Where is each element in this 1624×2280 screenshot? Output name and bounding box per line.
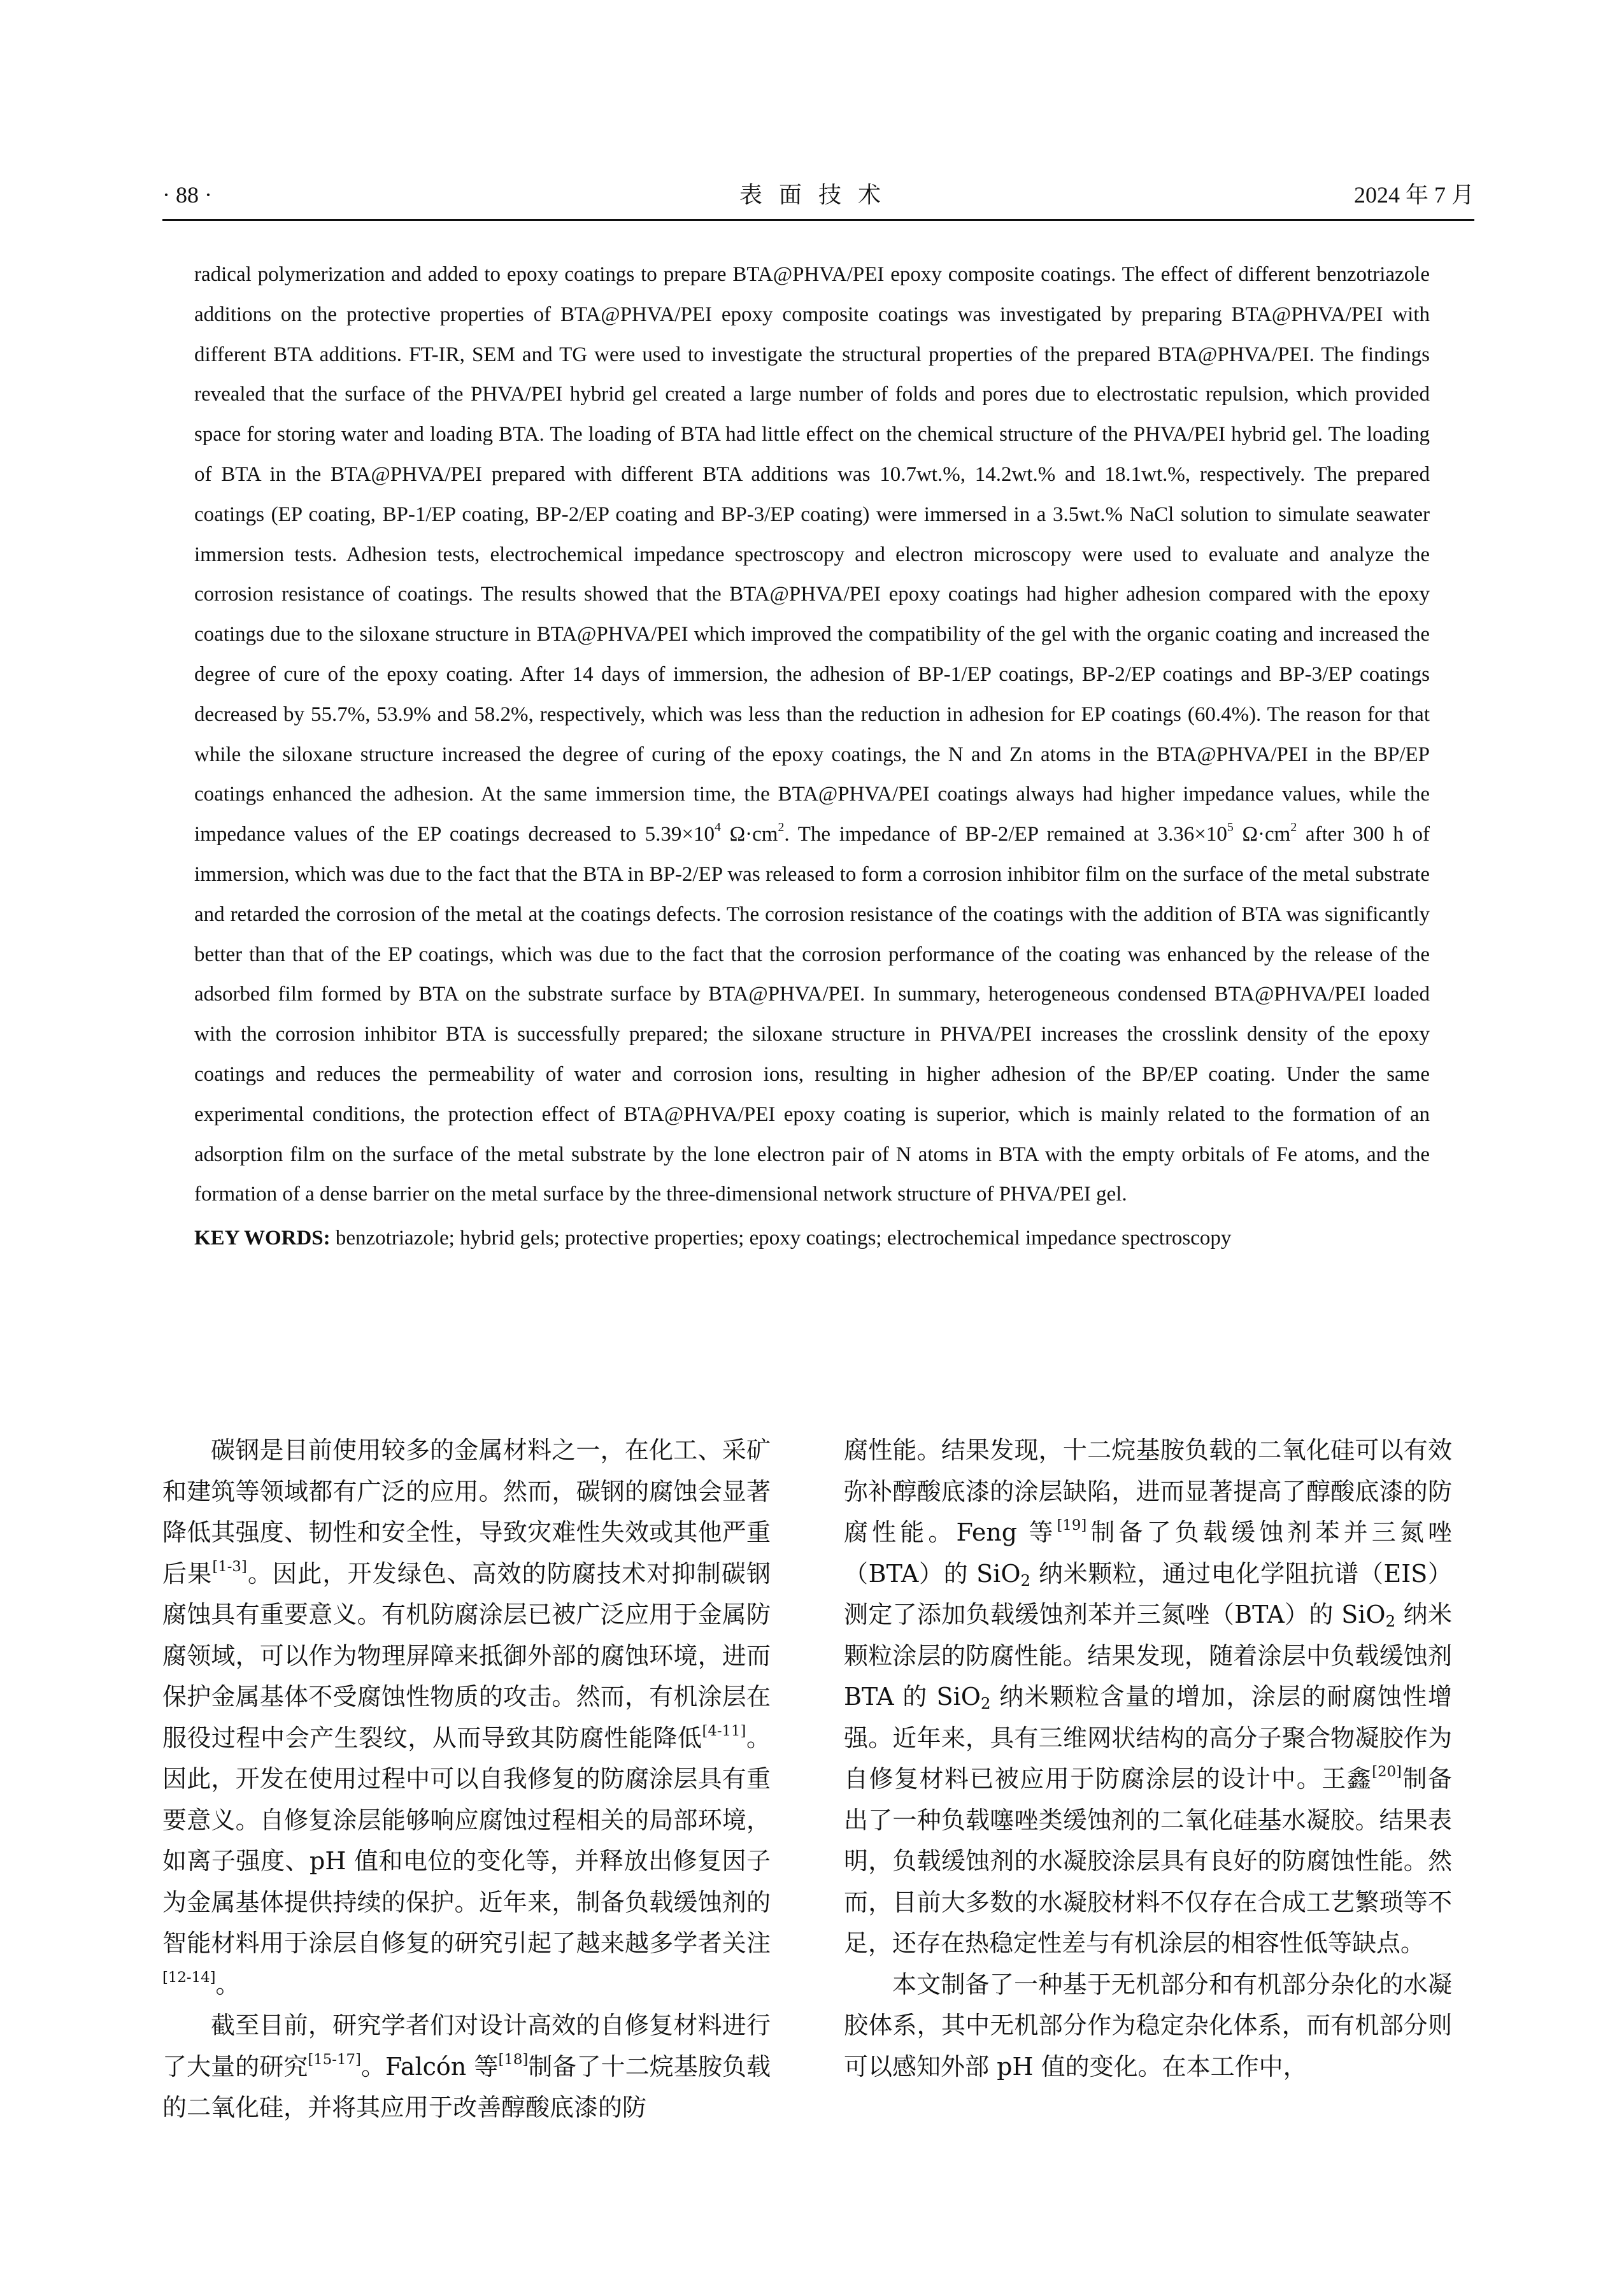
- exponent: 2: [1290, 820, 1297, 835]
- citation: [18]: [498, 2051, 529, 2068]
- exponent: 4: [715, 820, 721, 835]
- unit: Ω·cm: [1233, 823, 1291, 846]
- exponent: 2: [778, 820, 785, 835]
- body-paragraph: [162, 1430, 771, 2005]
- body-paragraph: [844, 1430, 1452, 1964]
- citation: [12-14]: [162, 1969, 216, 1986]
- body-text: 。: [215, 1970, 240, 1999]
- body-text: 腐性能。结果发现，十二烷基胺负载的二氧化硅可以有效弥补醇酸底漆的涂层缺陷，进而显著提高了醇酸底漆的防腐性能。Feng 等: [844, 1436, 1452, 1546]
- keywords-label: KEY WORDS:: [194, 1227, 331, 1250]
- body-column-left: [162, 1430, 771, 2128]
- issue-date: 2024 年 7 月: [1353, 182, 1474, 208]
- subscript: 2: [980, 1694, 991, 1713]
- abstract-text-part: . The impedance of BP-2/EP remained at 3.36×10: [784, 823, 1227, 846]
- body-paragraph: [162, 2005, 771, 2128]
- body-text: 制备了十二烷基胺负载的二氧化硅，并将其应用于改善醇酸底漆的防: [162, 2052, 771, 2121]
- body-text: 制备了负载缓蚀剂苯并三氮唑（BTA）的 SiO: [844, 1518, 1452, 1588]
- body-text: 纳米颗粒，通过电化学阻抗谱（EIS）测定了添加负载缓蚀剂苯并三氮唑（BTA）的 SiO: [844, 1559, 1452, 1628]
- body-text: 纳米颗粒涂层的防腐性能。结果发现，随着涂层中负载缓蚀剂 BTA 的 SiO: [844, 1600, 1452, 1711]
- abstract-text: [194, 255, 1430, 1215]
- exponent: 5: [1227, 820, 1234, 835]
- body-text: 。Falcón 等: [360, 2052, 499, 2081]
- citation: [1-3]: [212, 1558, 247, 1575]
- citation: [20]: [1372, 1763, 1402, 1780]
- subscript: 2: [1020, 1571, 1031, 1590]
- body-text: 截至目前，研究学者们对设计高效的自修复材料进行了大量的研究: [162, 2011, 771, 2081]
- body-text: 。因此，开发在使用过程中可以自我修复的防腐涂层具有重要意义。自修复涂层能够响应腐蚀过程相关的局部环境，如离子强度、pH 值和电位的变化等，并释放出修复因子为金属基体提供持续的保护。近年来，制备负载缓蚀剂的智能材料用于涂层自修复的研究引起了越来越多学者关注: [162, 1723, 771, 1957]
- subscript: 2: [1385, 1612, 1396, 1631]
- body-paragraph: [844, 1964, 1452, 2088]
- keywords: [194, 1218, 1430, 1258]
- keywords-list: benzotriazole; hybrid gels; protective properties; epoxy coatings; electrochemical impedance spectroscopy: [330, 1227, 1232, 1250]
- citation: [19]: [1057, 1516, 1087, 1534]
- body-text: 本文制备了一种基于无机部分和有机部分杂化的水凝胶体系，其中无机部分作为稳定杂化体系，而有机部分则可以感知外部 pH 值的变化。在本工作中，: [844, 1970, 1452, 2081]
- english-abstract: [194, 255, 1430, 1258]
- abstract-text-part: radical polymerization and added to epoxy coatings to prepare BTA@PHVA/PEI epoxy composite coatings. The effect of different benzotriazole additions on the protective properties of BTA@PHVA/PEI epoxy composite coatings was investigated by preparing BTA@PHVA/PEI with different BTA additions. FT-IR, SEM and TG were used to investigate the structural properties of the prepared BTA@PHVA/PEI. The findings revealed that the surface of the PHVA/PEI hybrid gel created a large number of folds and pores due to electrostatic repulsion, which provided space for storing water and loading BTA. The loading of BTA had little effect on the chemical structure of the PHVA/PEI hybrid gel. The loading of BTA in the BTA@PHVA/PEI prepared with different BTA additions was 10.7wt.%, 14.2wt.% and 18.1wt.%, respectively. The prepared coatings (EP coating, BP-1/EP coating, BP-2/EP coating and BP-3/EP coating) were immersed in a 3.5wt.% NaCl solution to simulate seawater immersion tests. Adhesion tests, electrochemical impedance spectroscopy and electron microscopy were used to evaluate and analyze the corrosion resistance of coatings. The results showed that the BTA@PHVA/PEI epoxy coatings had higher adhesion compared with the epoxy coatings due to the siloxane structure in BTA@PHVA/PEI which improved the compatibility of the gel with the organic coating and increased the degree of cure of the epoxy coating. After 14 days of immersion, the adhesion of BP-1/EP coatings, BP-2/EP coatings and BP-3/EP coatings decreased by 55.7%, 53.9% and 58.2%, respectively, which was less than the reduction in adhesion for EP coatings (60.4%). The reason for that while the siloxane structure increased the degree of curing of the epoxy coatings, the N and Zn atoms in the BTA@PHVA/PEI in the BP/EP coatings enhanced the adhesion. At the same immersion time, the BTA@PHVA/PEI coatings always had higher impedance values, while the impedance values of the EP coatings decreased to 5.39×10: [194, 263, 1430, 846]
- body-text: 。因此，开发绿色、高效的防腐技术对抑制碳钢腐蚀具有重要意义。有机防腐涂层已被广泛应用于金属防腐领域，可以作为物理屏障来抵御外部的腐蚀环境，进而保护金属基体不受腐蚀性物质的攻击。然而，有机涂层在服役过程中会产生裂纹，从而导致其防腐性能降低: [162, 1559, 771, 1752]
- unit: Ω·cm: [720, 823, 778, 846]
- body-column-right: [844, 1430, 1452, 2087]
- citation: [15-17]: [308, 2051, 361, 2068]
- running-header: [162, 176, 1474, 214]
- journal-title: 表面技术: [739, 182, 897, 208]
- body-text: 碳钢是目前使用较多的金属材料之一，在化工、采矿和建筑等领域都有广泛的应用。然而，碳钢的腐蚀会显著降低其强度、韧性和安全性，导致灾难性失效或其他严重后果: [162, 1436, 771, 1588]
- body-text: 纳米颗粒含量的增加，涂层的耐腐蚀性增强。近年来，具有三维网状结构的高分子聚合物凝胶作为自修复材料已被应用于防腐涂层的设计中。王鑫: [844, 1683, 1452, 1793]
- header-rule: [162, 219, 1474, 221]
- page-number: · 88 ·: [162, 182, 212, 208]
- citation: [4-11]: [702, 1722, 746, 1739]
- abstract-text-part: after 300 h of immersion, which was due to the fact that the BTA in BP-2/EP was released to form a corrosion inhibitor film on the surface of the metal substrate and retarded the corrosion of the metal at the coatings defects. The corrosion resistance of the coatings with the addition of BTA was significantly better than that of the EP coatings, which was due to the fact that the corrosion performance of the coating was enhanced by the release of the adsorbed film formed by BTA on the substrate surface by BTA@PHVA/PEI. In summary, heterogeneous condensed BTA@PHVA/PEI loaded with the corrosion inhibitor BTA is successfully prepared; the siloxane structure in PHVA/PEI increases the crosslink density of the epoxy coatings and reduces the permeability of water and corrosion ions, resulting in higher adhesion of the BP/EP coating. Under the same experimental conditions, the protection effect of BTA@PHVA/PEI epoxy coating is superior, which is mainly related to the formation of an adsorption film on the surface of the metal substrate by the lone electron pair of N atoms in BTA with the empty orbitals of Fe atoms, and the formation of a dense barrier on the metal surface by the three-dimensional network structure of PHVA/PEI gel.: [194, 823, 1430, 1206]
- body-text: 制备出了一种负载噻唑类缓蚀剂的二氧化硅基水凝胶。结果表明，负载缓蚀剂的水凝胶涂层具有良好的防腐蚀性能。然而，目前大多数的水凝胶材料不仅存在合成工艺繁琐等不足，还存在热稳定性差与有机涂层的相容性低等缺点。: [844, 1765, 1452, 1957]
